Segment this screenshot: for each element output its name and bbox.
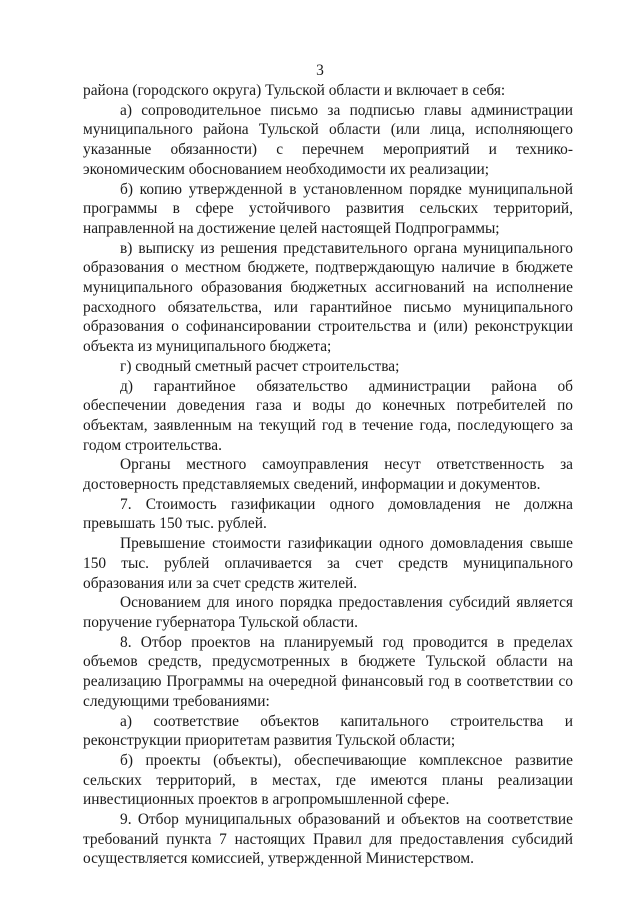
paragraph-item-d-guarantee: д) гарантийное обязательство администрации района об обеспечении доведения газа и воды до конечных потребителей по объектам, заявленным на текущий год в течение года, последующего за годом строительства. (83, 377, 573, 454)
paragraph-excess-cost: Превышение стоимости газификации одного домовладения свыше 150 тыс. рублей оплачивается за счет средств муниципального образования или за счет средств жителей. (83, 535, 573, 592)
paragraph-item-v-budget-extract: в) выписку из решения представительного органа муниципального образования о местном бюджете, подтверждающую наличие в бюджете муниципального образования бюджетных ассигнований на исполнение расходного обязательства, или гарантийное письмо муниципального образования о софинансировании строительства и (или) реконструкции объекта из муниципального бюджета; (83, 239, 573, 356)
page-number: 3 (316, 62, 324, 79)
paragraph-point-9: 9. Отбор муниципальных образований и объектов на соответствие требований пункта 7 настоящих Правил для предоставления субсидий осуществляется комиссией, утвержденной Министерством. (83, 811, 573, 868)
paragraph-item-b-program-copy: б) копию утвержденной в установленном порядке муниципальной программы в сфере устойчивого развития сельских территорий, направленной на достижение целей настоящей Подпрограммы; (83, 180, 573, 237)
paragraph-requirement-a: а) соответствие объектов капитального строительства и реконструкции приоритетам развития Тульской области; (83, 712, 573, 750)
paragraph-continuation: района (городского округа) Тульской области и включает в себя: (83, 82, 506, 99)
document-body (83, 81, 573, 869)
paragraph-point-8: 8. Отбор проектов на планируемый год проводится в пределах объемов средств, предусмотренных в бюджете Тульской области на реализацию Программы на очередной финансовый год в соответствии со следующими требованиями: (83, 633, 573, 710)
paragraph-other-procedure: Основанием для иного порядка предоставления субсидий является поручение губернатора Тульской области. (83, 594, 573, 631)
paragraph-item-g-estimate: г) сводный сметный расчет строительства; (120, 357, 400, 375)
paragraph-point-7: 7. Стоимость газификации одного домовладения не должна превышать 150 тыс. рублей. (83, 495, 573, 533)
paragraph-responsibility: Органы местного самоуправления несут ответственность за достоверность представляемых сведений, информации и документов. (83, 456, 573, 494)
paragraph-item-a-cover-letter: а) сопроводительное письмо за подписью главы администрации муниципального района Тульской области (или лица, исполняющего указанные обязанности) с перечнем мероприятий и технико-экономическим обоснованием необходимости их реализации; (83, 101, 573, 178)
paragraph-requirement-b: б) проекты (объекты), обеспечивающие комплексное развитие сельских территорий, в местах, где имеются планы реализации инвестиционных проектов в агропромышленной сфере. (83, 751, 573, 809)
